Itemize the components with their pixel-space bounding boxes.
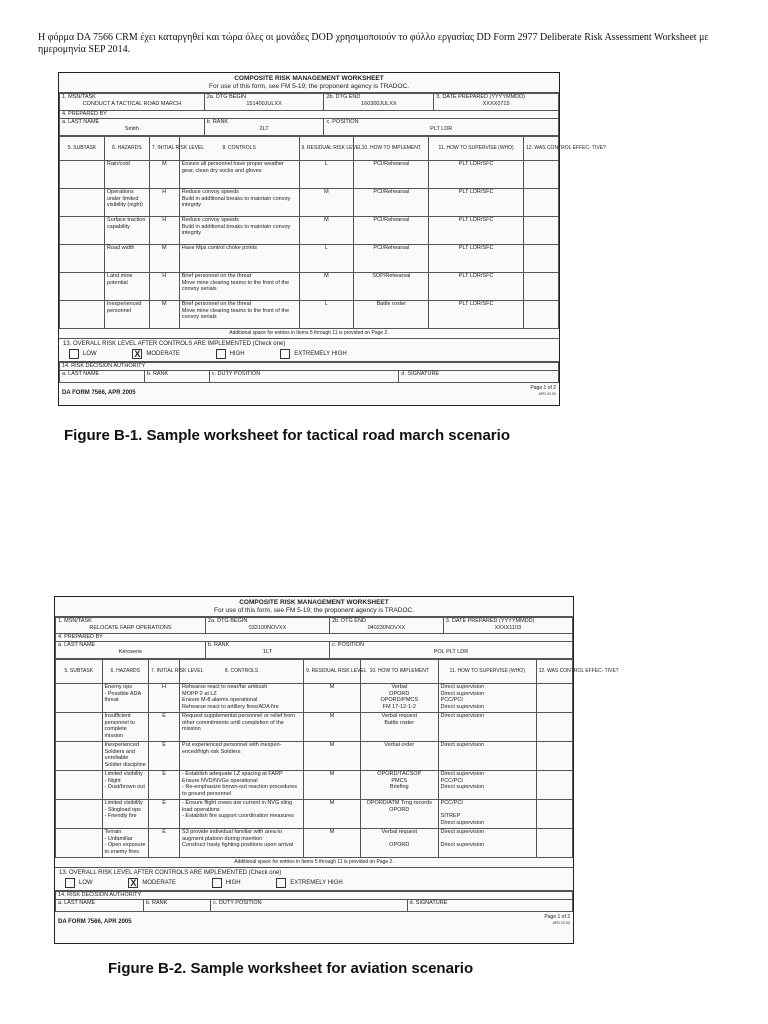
extremely-high-label: EXTREMELY HIGH: [294, 350, 347, 357]
col-how-supervise: 11. HOW TO SUPERVISE (WHO): [438, 660, 536, 684]
controls-cell: Ensure all personnel have proper weather gear, clean dry socks and gloves: [179, 161, 299, 189]
prepared-by-label: 4. PREPARED BY: [60, 111, 559, 119]
hazard-cell: Terrain - Unfamiliar - Open exposure to enemy fires: [102, 829, 149, 858]
subtask-cell: [60, 189, 105, 217]
position-cell: c. POSITION POL PLT LDR: [330, 642, 573, 659]
effective-cell: [536, 742, 572, 771]
additional-space-note: Additional space for entries in Items 5 through 11 is provided on Page 2.: [55, 858, 573, 868]
msn-task-cell: 1. MSN/TASK CONDUCT A TACTICAL ROAD MARCH: [60, 94, 205, 111]
rank-cell: b. RANK 2LT: [204, 119, 324, 136]
implement-cell: SOP/Rehearsal: [354, 273, 429, 301]
col-subtask: 5. SUBTASK: [60, 137, 105, 161]
supervise-cell: PLT LDR/SFC: [429, 273, 524, 301]
overall-risk-section: [55, 868, 573, 892]
implement-cell: PCI/Rehearsal: [354, 189, 429, 217]
hazard-row: [56, 713, 573, 742]
form-title: COMPOSITE RISK MANAGEMENT WORKSHEET: [239, 599, 389, 606]
implement-cell: OPORD/ATM Trng records OPORD: [360, 800, 438, 829]
form-title: COMPOSITE RISK MANAGEMENT WORKSHEET: [234, 75, 384, 82]
implement-cell: Battle roster: [354, 301, 429, 329]
initial-risk-cell: M: [149, 161, 179, 189]
col-was-effective: 12. WAS CONTROL EFFEC- TIVE?: [536, 660, 572, 684]
subtask-cell: [56, 829, 103, 858]
msn-task-value: RELOCATE FARP OPERATIONS: [89, 624, 172, 631]
overall-risk-label: 13. OVERALL RISK LEVEL AFTER CONTROLS ARE IMPLEMENTED (Check one): [59, 869, 282, 876]
low-label: LOW: [79, 879, 93, 886]
hazard-cell: Inexperienced personnel: [104, 301, 149, 329]
hazard-row: [56, 800, 573, 829]
form-title-box: [59, 73, 559, 93]
auth-signature: d. SIGNATURE: [399, 370, 559, 382]
additional-space-note: Additional space for entries in Items 5 through 11 is provided on Page 2.: [59, 329, 559, 339]
position-value: PLT LDR: [430, 125, 453, 132]
hazards-table: [55, 659, 619, 858]
controls-cell: Request supplemental personnel or relief from other commitments until completion of the mission: [180, 713, 304, 742]
initial-risk-cell: H: [149, 217, 179, 245]
initial-risk-cell: E: [149, 800, 180, 829]
effective-cell: [536, 829, 572, 858]
auth-rank: b. RANK: [144, 370, 209, 382]
supervise-cell: Direct supervision: [438, 713, 536, 742]
authority-label: 14. RISK DECISION AUTHORITY: [60, 363, 559, 371]
risk-authority-table: [55, 891, 573, 912]
figure-caption-1: Figure B-1. Sample worksheet for tactical road march scenario: [64, 427, 510, 444]
subtask-cell: [56, 742, 103, 771]
initial-risk-cell: E: [149, 829, 180, 858]
hazard-cell: Road width: [104, 245, 149, 273]
msn-task-value: CONDUCT A TACTICAL ROAD MARCH: [82, 100, 182, 107]
rank-value: 1LT: [262, 648, 272, 655]
dtg-begin-value: 032100NOVXX: [248, 624, 287, 631]
implement-cell: Verbal request Battle roster: [360, 713, 438, 742]
implement-cell: Verbal request OPORD: [360, 829, 438, 858]
col-controls: 8. CONTROLS: [179, 137, 299, 161]
implement-cell: PCI/Rehearsal: [354, 161, 429, 189]
auth-duty-position: c. DUTY POSITION: [209, 370, 399, 382]
extremely-high-checkbox[interactable]: [276, 878, 286, 888]
supervise-cell: PLT LDR/SFC: [429, 161, 524, 189]
hazard-row: [60, 301, 559, 329]
column-headers: [60, 137, 559, 161]
subtask-cell: [56, 800, 103, 829]
initial-risk-cell: M: [149, 301, 179, 329]
effective-cell: [536, 684, 572, 713]
effective-cell: [536, 771, 572, 800]
authority-label: 14. RISK DECISION AUTHORITY: [56, 892, 573, 900]
moderate-label: MODERATE: [142, 879, 176, 886]
last-name-cell: a. LAST NAME Kerosene: [56, 642, 206, 659]
moderate-checkbox[interactable]: X: [134, 349, 141, 359]
residual-risk-cell: M: [299, 273, 354, 301]
msn-task-cell: 1. MSN/TASK RELOCATE FARP OPERATIONS: [56, 618, 206, 634]
controls-cell: S3 provide individual familiar with area to augment platoon during insertion Construct hasty fighting positions upon arrival: [180, 829, 304, 858]
controls-cell: - Establish adequate LZ spacing at FARP Ensure NVD/NVGs operational - Re-emphasize brown-out reaction procedures to ground personnel: [180, 771, 304, 800]
form-subtitle: For use of this form, see FM 5-19; the proponent agency is TRADOC.: [213, 607, 415, 614]
extremely-high-checkbox[interactable]: [280, 349, 290, 359]
supervise-cell: PLT LDR/SFC: [429, 301, 524, 329]
subtask-cell: [60, 161, 105, 189]
form-header-table: [59, 93, 559, 136]
controls-cell: Reduce convoy speeds Build in additional breaks to maintain convoy integrity: [179, 217, 299, 245]
hazard-cell: Limited visibility - Night - Dust/brown out: [102, 771, 149, 800]
col-hazards: 6. HAZARDS: [104, 137, 149, 161]
controls-cell: Brief personnel on the threat Move mine clearing teams to the front of the convoy serials: [179, 301, 299, 329]
extremely-high-label: EXTREMELY HIGH: [290, 879, 343, 886]
hazard-row: [60, 245, 559, 273]
supervise-cell: PLT LDR/SFC: [429, 217, 524, 245]
last-name-value: Kerosene: [118, 648, 143, 655]
residual-risk-cell: L: [299, 301, 354, 329]
subtask-cell: [56, 771, 103, 800]
hazard-row: [56, 684, 573, 713]
rank-cell: b. RANK 1LT: [205, 642, 329, 659]
hazard-cell: Insufficient personnel to complete mission: [102, 713, 149, 742]
subtask-cell: [60, 273, 105, 301]
hazard-row: [60, 273, 559, 301]
residual-risk-cell: L: [299, 245, 354, 273]
hazard-cell: Inexperienced Soldiers and unreliable Soldier discipline: [102, 742, 149, 771]
implement-cell: Verbal order: [360, 742, 438, 771]
effective-cell: [536, 713, 572, 742]
rank-value: 2LT: [259, 125, 269, 132]
column-headers: [56, 660, 573, 684]
subtask-cell: [60, 301, 105, 329]
residual-risk-cell: M: [304, 829, 361, 858]
dtg-begin-cell: 2a. DTG BEGIN 032100NOVXX: [205, 618, 329, 634]
prepared-by-label: 4. PREPARED BY: [56, 634, 573, 642]
controls-cell: Brief personnel on the threat Move mine clearing teams to the front of the convoy serials: [179, 273, 299, 301]
low-label: LOW: [83, 350, 97, 357]
hazard-cell: Enemy ops - Possible ADA threat: [102, 684, 149, 713]
col-how-implement: 10. HOW TO IMPLEMENT: [354, 137, 429, 161]
controls-cell: Have Mps control choke points: [179, 245, 299, 273]
worksheet-form-2: [54, 596, 619, 944]
controls-cell: Reduce convoy speeds Build in additional breaks to maintain convoy integrity: [179, 189, 299, 217]
col-was-effective: 12. WAS CONTROL EFFEC- TIVE?: [524, 137, 559, 161]
hazard-row: [60, 217, 559, 245]
worksheet-form-1: [58, 72, 606, 406]
form-subtitle: For use of this form, see FM 5-19; the proponent agency is TRADOC.: [208, 83, 410, 90]
effective-cell: [524, 245, 559, 273]
hazard-cell: Operations under limited visibility (night): [104, 189, 149, 217]
hazard-cell: Surface traction capability: [104, 217, 149, 245]
date-prepared-cell: 3. DATE PREPARED (YYYYMMDD) XXXX1103: [443, 618, 572, 634]
supervise-cell: Direct supervision PCC/PCI Direct supervision: [438, 771, 536, 800]
dtg-end-value: 160300JULXX: [361, 100, 397, 107]
initial-risk-cell: E: [149, 742, 180, 771]
col-residual-risk: 9. RESIDUAL RISK LEVEL: [299, 137, 354, 161]
last-name-cell: a. LAST NAME Smith: [60, 119, 205, 136]
date-prepared-value: XXXX1103: [494, 624, 522, 631]
moderate-checkbox[interactable]: X: [130, 878, 137, 888]
initial-risk-cell: E: [149, 713, 180, 742]
effective-cell: [524, 161, 559, 189]
risk-authority-table: [59, 362, 559, 383]
initial-risk-cell: H: [149, 684, 180, 713]
auth-duty-position: c. DUTY POSITION: [211, 899, 407, 911]
initial-risk-cell: M: [149, 245, 179, 273]
implement-cell: PCI/Rehearsal: [354, 217, 429, 245]
residual-risk-cell: M: [299, 217, 354, 245]
position-cell: c. POSITION PLT LDR: [324, 119, 559, 136]
hazard-row: [60, 161, 559, 189]
hazard-cell: Land mine potential: [104, 273, 149, 301]
residual-risk-cell: M: [299, 189, 354, 217]
initial-risk-cell: H: [149, 189, 179, 217]
col-initial-risk: 7. INITIAL RISK LEVEL: [149, 660, 180, 684]
figure-caption-2: Figure B-2. Sample worksheet for aviation scenario: [108, 960, 474, 977]
form-footer: [55, 912, 573, 928]
initial-risk-cell: E: [149, 771, 180, 800]
hazard-row: [56, 771, 573, 800]
supervise-cell: PCC/PCI SITREP Direct supervision: [438, 800, 536, 829]
col-residual-risk: 9. RESIDUAL RISK LEVEL: [304, 660, 361, 684]
low-checkbox[interactable]: [65, 878, 75, 888]
form-id: DA FORM 7566, APR 2005: [58, 919, 132, 925]
initial-risk-cell: H: [149, 273, 179, 301]
form-header-table: [55, 617, 573, 659]
residual-risk-cell: L: [299, 161, 354, 189]
low-checkbox[interactable]: [69, 349, 79, 359]
residual-risk-cell: M: [304, 771, 361, 800]
col-subtask: 5. SUBTASK: [56, 660, 103, 684]
page-indicator: Page 1 of 2 APD V2.00: [544, 913, 570, 925]
implement-cell: Verbal OPORD OPORD/PMCS FM 17-12-1-2: [360, 684, 438, 713]
high-checkbox[interactable]: [212, 878, 222, 888]
supervise-cell: PLT LDR/SFC: [429, 245, 524, 273]
date-prepared-value: XXXX0715: [482, 100, 510, 107]
supervise-cell: Direct supervision Direct supervision: [438, 829, 536, 858]
overall-risk-label: 13. OVERALL RISK LEVEL AFTER CONTROLS ARE IMPLEMENTED (Check one): [63, 340, 286, 347]
high-checkbox[interactable]: [216, 349, 226, 359]
subtask-cell: [60, 217, 105, 245]
dtg-begin-cell: 2a. DTG BEGIN 151400JULXX: [204, 94, 324, 111]
form-title-box: [55, 597, 573, 617]
hazard-row: [56, 829, 573, 858]
subtask-cell: [56, 684, 103, 713]
page-indicator: Page 1 of 2 APD V2.00: [530, 384, 556, 396]
effective-cell: [536, 800, 572, 829]
overall-risk-section: [59, 339, 559, 363]
date-prepared-cell: 3. DATE PREPARED (YYYYMMDD) XXXX0715: [434, 94, 559, 111]
controls-cell: Rehearse react to near/far ambush MOPP 2 at LZ Ensure M-8 alarms operational Rehearse react to artillery fires/ADA fire: [180, 684, 304, 713]
hazards-table: [59, 136, 606, 329]
residual-risk-cell: M: [304, 800, 361, 829]
auth-last-name: a. LAST NAME: [56, 899, 144, 911]
auth-rank: b. RANK: [143, 899, 210, 911]
supervise-cell: Direct supervision Direct supervision PCC/PCI Direct supervision: [438, 684, 536, 713]
position-value: POL PLT LDR: [433, 648, 469, 655]
hazard-row: [56, 742, 573, 771]
dtg-begin-value: 151400JULXX: [246, 100, 282, 107]
dtg-end-cell: 2b. DTG END 040230NOVXX: [330, 618, 444, 634]
col-initial-risk: 7. INITIAL RISK LEVEL: [149, 137, 179, 161]
supervise-cell: PLT LDR/SFC: [429, 189, 524, 217]
effective-cell: [524, 189, 559, 217]
subtask-cell: [60, 245, 105, 273]
col-hazards: 6. HAZARDS: [102, 660, 149, 684]
effective-cell: [524, 217, 559, 245]
form-footer: [59, 383, 559, 399]
implement-cell: PCI/Rehearsal: [354, 245, 429, 273]
high-label: HIGH: [229, 350, 245, 357]
supervise-cell: Direct supervision: [438, 742, 536, 771]
subtask-cell: [56, 713, 103, 742]
moderate-label: MODERATE: [146, 350, 180, 357]
form-id: DA FORM 7566, APR 2005: [62, 390, 136, 396]
col-controls: 8. CONTROLS: [180, 660, 304, 684]
hazard-row: [60, 189, 559, 217]
controls-cell: - Ensure flight crews are current in NVG sling load operations - Establish fire support coordination measures: [180, 800, 304, 829]
col-how-supervise: 11. HOW TO SUPERVISE (WHO): [429, 137, 524, 161]
residual-risk-cell: M: [304, 684, 361, 713]
high-label: HIGH: [225, 879, 241, 886]
implement-cell: OPORD/TACSOP PMCS Briefing: [360, 771, 438, 800]
hazard-cell: Rain/cold: [104, 161, 149, 189]
intro-paragraph: Η φόρμα DA 7566 CRM έχει καταργηθεί και τώρα όλες οι μονάδες DOD χρησιμοποιούν το φύλλο εργασίας DD Form 2977 Deliberate Risk Assessment Worksheet με ημερομηνία SEP 2014.: [38, 32, 709, 55]
residual-risk-cell: M: [304, 713, 361, 742]
dtg-end-cell: 2b. DTG END 160300JULXX: [324, 94, 434, 111]
controls-cell: Put experienced personnel with inexperi-enced/high risk Soldiers: [180, 742, 304, 771]
effective-cell: [524, 301, 559, 329]
hazard-cell: Limited visibility - Slingload ops - Friendly fire: [102, 800, 149, 829]
effective-cell: [524, 273, 559, 301]
residual-risk-cell: M: [304, 742, 361, 771]
col-how-implement: 10. HOW TO IMPLEMENT: [360, 660, 438, 684]
last-name-value: Smith: [124, 125, 139, 132]
auth-signature: d. SIGNATURE: [407, 899, 572, 911]
dtg-end-value: 040230NOVXX: [367, 624, 406, 631]
auth-last-name: a. LAST NAME: [60, 370, 145, 382]
